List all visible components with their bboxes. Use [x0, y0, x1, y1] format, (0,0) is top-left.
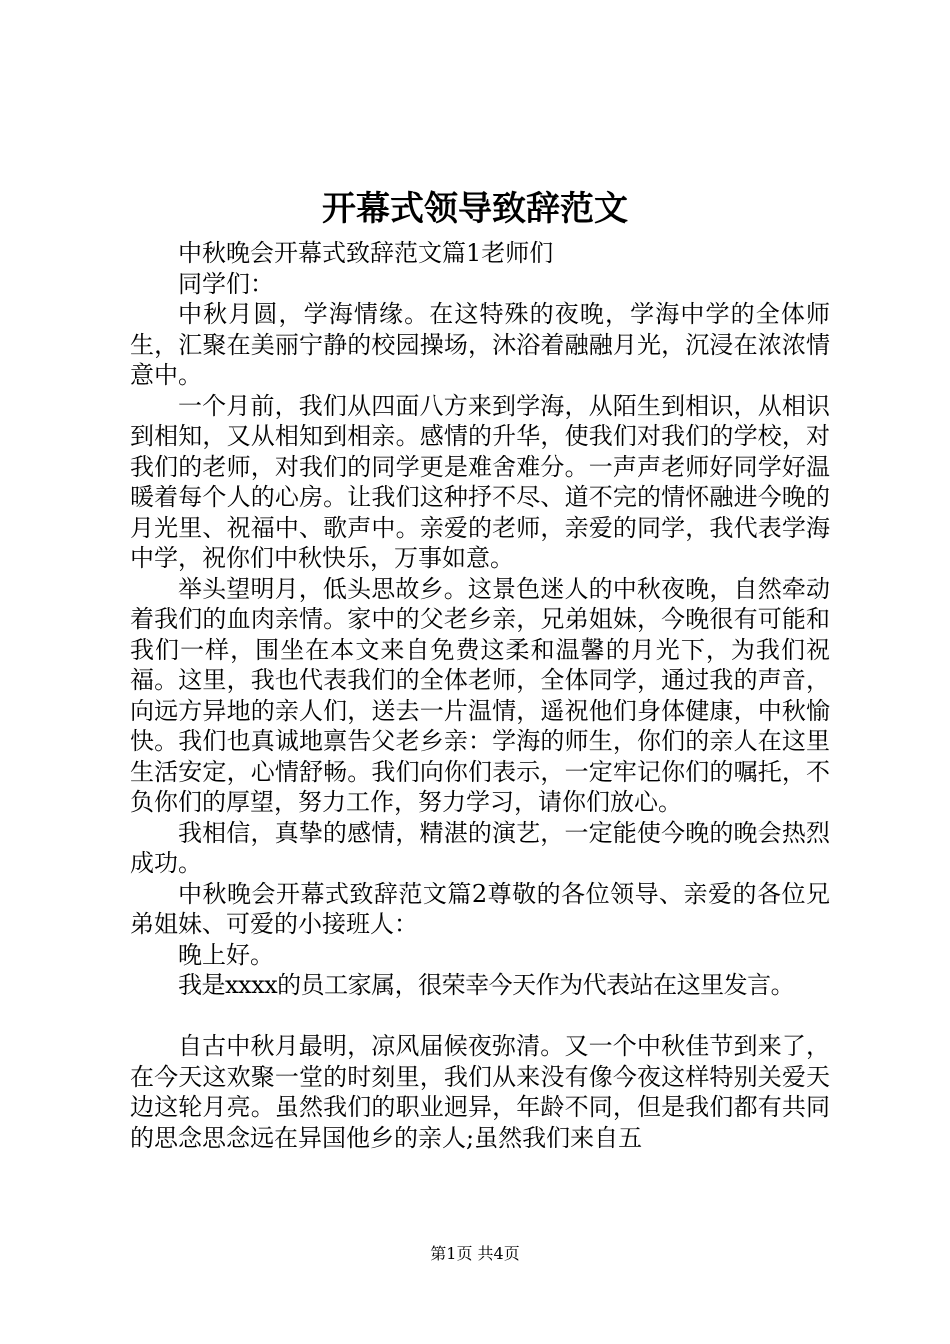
document-body: [130, 238, 830, 1153]
paragraph-gap: [130, 1001, 830, 1032]
page-footer: 第1页 共4页: [430, 1244, 520, 1263]
paragraph-2: 同学们：: [178, 269, 274, 298]
document-title: 开幕式领导致辞范文: [322, 189, 628, 229]
paragraph-8: 晚上好。: [178, 940, 274, 969]
paragraph-9: 我是xxxx的员工家属，很荣幸今天作为代表站在这里发言。: [178, 971, 795, 999]
paragraph-6: 我相信，真挚的感情，精湛的演艺，一定能使今晚的晚会热烈成功。: [130, 818, 830, 877]
paragraph-3: 中秋月圆，学海情缘。在这特殊的夜晚，学海中学的全体师生，汇聚在美丽宁静的校园操场，沐浴着融融月光，沉浸在浓浓情意中。: [130, 300, 830, 389]
paragraph-7: 中秋晚会开幕式致辞范文篇2尊敬的各位领导、亲爱的各位兄弟姐妹、可爱的小接班人：: [130, 879, 830, 938]
paragraph-5: 举头望明月，低头思故乡。这景色迷人的中秋夜晚，自然牵动着我们的血肉亲情。家中的父老乡亲，兄弟姐妹，今晚很有可能和我们一样，围坐在本文来自免费这柔和温馨的月光下，为我们祝福。这里，我也代表我们的全体老师，全体同学，通过我的声音，向远方异地的亲人们，送去一片温情，遥祝他们身体健康，中秋愉快。我们也真诚地禀告父老乡亲：学海的师生，你们的亲人在这里生活安定，心情舒畅。我们向你们表示，一定牢记你们的嘱托，不负你们的厚望，努力工作，努力学习，请你们放心。: [130, 574, 830, 816]
paragraph-1: 中秋晚会开幕式致辞范文篇1老师们: [178, 239, 554, 267]
paragraph-4: 一个月前，我们从四面八方来到学海，从陌生到相识，从相识到相知，又从相知到相亲。感情的升华，使我们对我们的学校，对我们的老师，对我们的同学更是难舍难分。一声声老师好同学好温暖着每个人的心房。让我们这种抒不尽、道不完的情怀融进今晚的月光里、祝福中、歌声中。亲爱的老师，亲爱的同学，我代表学海中学，祝你们中秋快乐，万事如意。: [130, 391, 830, 572]
paragraph-10: 自古中秋月最明，凉风届候夜弥清。又一个中秋佳节到来了，在今天这欢聚一堂的时刻里，我们从来没有像今夜这样特别关爱天边这轮月亮。虽然我们的职业迥异，年龄不同，但是我们都有共同的思念思念远在异国他乡的亲人;虽然我们来自五: [130, 1032, 830, 1152]
